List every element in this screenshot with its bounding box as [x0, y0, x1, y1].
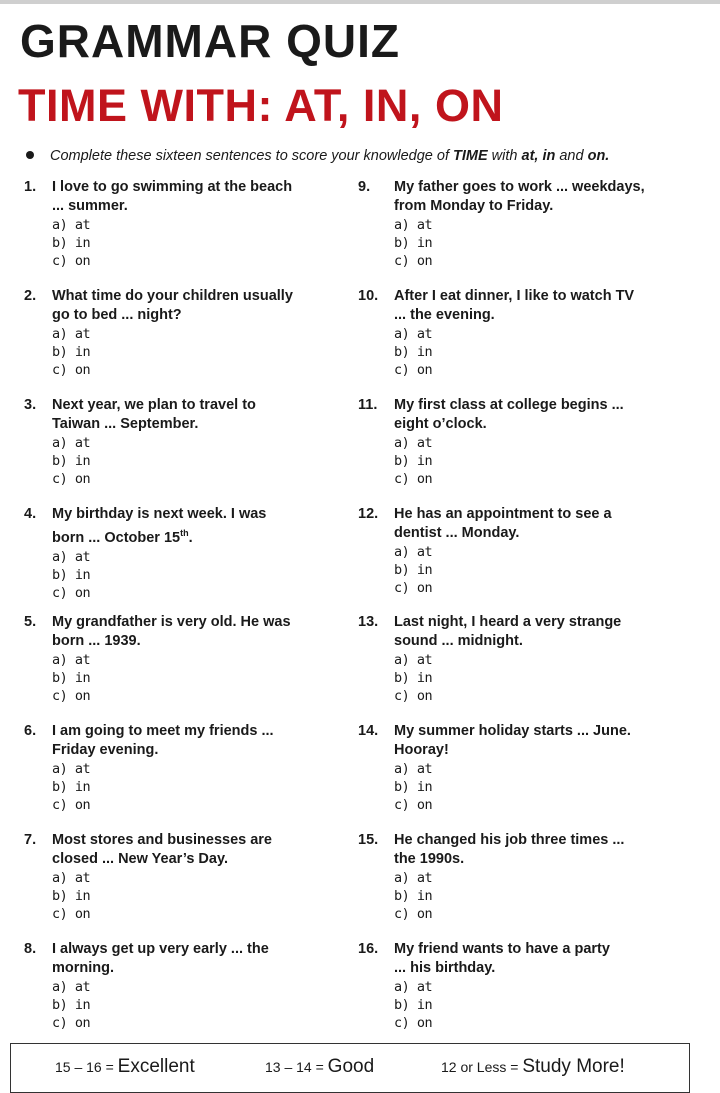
- option-c[interactable]: c) on: [394, 688, 433, 704]
- page-title: GRAMMAR QUIZ: [20, 15, 400, 67]
- option-a[interactable]: a) at: [394, 217, 433, 233]
- top-divider: [0, 0, 720, 4]
- option-c[interactable]: c) on: [394, 253, 433, 269]
- option-b[interactable]: b) in: [52, 566, 91, 583]
- scoring-box: [10, 1043, 690, 1093]
- question-8: 8. I always get up very early ... the morning. a) at b) in c) on: [24, 940, 344, 1032]
- option-a[interactable]: a) at: [394, 544, 433, 560]
- option-b[interactable]: b) in: [52, 779, 91, 795]
- option-b[interactable]: b) in: [394, 997, 433, 1013]
- option-c[interactable]: c) on: [52, 584, 91, 601]
- option-a[interactable]: a) at: [52, 217, 91, 233]
- option-b[interactable]: b) in: [394, 779, 433, 795]
- question-14: 14. My summer holiday starts ... June. Hooray! a) at b) in c) on: [358, 722, 688, 814]
- option-a[interactable]: a) at: [394, 652, 433, 668]
- option-c[interactable]: c) on: [52, 688, 91, 704]
- option-b[interactable]: b) in: [394, 888, 433, 904]
- option-a[interactable]: a) at: [394, 761, 433, 777]
- option-a[interactable]: a) at: [52, 548, 91, 565]
- option-a[interactable]: a) at: [52, 326, 91, 342]
- question-1: 1. I love to go swimming at the beach ... summer. a) at b) in c) on: [24, 178, 344, 270]
- option-c[interactable]: c) on: [394, 471, 433, 487]
- question-2: 2. What time do your children usually go to bed ... night? a) at b) in c) on: [24, 287, 344, 379]
- option-b[interactable]: b) in: [52, 344, 91, 360]
- option-b[interactable]: b) in: [52, 670, 91, 686]
- option-c[interactable]: c) on: [52, 797, 91, 813]
- score-good: 13 – 14 = Good: [265, 1056, 375, 1077]
- question-4: 4. My birthday is next week. I was born ... October 15th. a) at b) in c) on: [24, 505, 344, 602]
- question-9: 9. My father goes to work ... weekdays, from Monday to Friday. a) at b) in c) on: [358, 178, 688, 270]
- option-c[interactable]: c) on: [52, 471, 91, 487]
- question-7: 7. Most stores and businesses are closed ... New Year’s Day. a) at b) in c) on: [24, 831, 344, 923]
- option-c[interactable]: c) on: [394, 580, 433, 596]
- option-c[interactable]: c) on: [52, 906, 91, 922]
- option-b[interactable]: b) in: [394, 344, 433, 360]
- option-a[interactable]: a) at: [394, 326, 433, 342]
- question-12: 12. He has an appointment to see a dentist ... Monday. a) at b) in c) on: [358, 505, 688, 597]
- option-b[interactable]: b) in: [394, 562, 433, 578]
- instructions: Complete these sixteen sentences to score your knowledge of TIME with at, in and on.: [26, 148, 716, 164]
- option-c[interactable]: c) on: [394, 906, 433, 922]
- score-study-more: 12 or Less = Study More!: [441, 1056, 625, 1077]
- question-15: 15. He changed his job three times ... the 1990s. a) at b) in c) on: [358, 831, 688, 923]
- option-a[interactable]: a) at: [52, 761, 91, 777]
- option-a[interactable]: a) at: [52, 870, 91, 886]
- option-b[interactable]: b) in: [52, 997, 91, 1013]
- option-b[interactable]: b) in: [52, 235, 91, 251]
- option-a[interactable]: a) at: [394, 435, 433, 451]
- option-b[interactable]: b) in: [394, 235, 433, 251]
- option-c[interactable]: c) on: [394, 362, 433, 378]
- score-excellent: 15 – 16 = Excellent: [55, 1056, 195, 1077]
- option-a[interactable]: a) at: [52, 652, 91, 668]
- option-c[interactable]: c) on: [52, 362, 91, 378]
- bullet-icon: [26, 151, 34, 159]
- question-3: 3. Next year, we plan to travel to Taiwan ... September. a) at b) in c) on: [24, 396, 344, 488]
- question-13: 13. Last night, I heard a very strange sound ... midnight. a) at b) in c) on: [358, 613, 688, 705]
- option-a[interactable]: a) at: [394, 870, 433, 886]
- question-10: 10. After I eat dinner, I like to watch TV ... the evening. a) at b) in c) on: [358, 287, 688, 379]
- option-c[interactable]: c) on: [394, 1015, 433, 1031]
- option-c[interactable]: c) on: [52, 1015, 91, 1031]
- option-b[interactable]: b) in: [52, 453, 91, 469]
- option-a[interactable]: a) at: [52, 435, 91, 451]
- page-subtitle: TIME WITH: AT, IN, ON: [18, 80, 504, 131]
- question-6: 6. I am going to meet my friends ... Friday evening. a) at b) in c) on: [24, 722, 344, 814]
- question-11: 11. My first class at college begins ... eight o’clock. a) at b) in c) on: [358, 396, 688, 488]
- question-5: 5. My grandfather is very old. He was born ... 1939. a) at b) in c) on: [24, 613, 344, 705]
- option-b[interactable]: b) in: [52, 888, 91, 904]
- option-a[interactable]: a) at: [394, 979, 433, 995]
- option-c[interactable]: c) on: [394, 797, 433, 813]
- option-b[interactable]: b) in: [394, 670, 433, 686]
- option-b[interactable]: b) in: [394, 453, 433, 469]
- question-16: 16. My friend wants to have a party ... his birthday. a) at b) in c) on: [358, 940, 688, 1032]
- option-c[interactable]: c) on: [52, 253, 91, 269]
- option-a[interactable]: a) at: [52, 979, 91, 995]
